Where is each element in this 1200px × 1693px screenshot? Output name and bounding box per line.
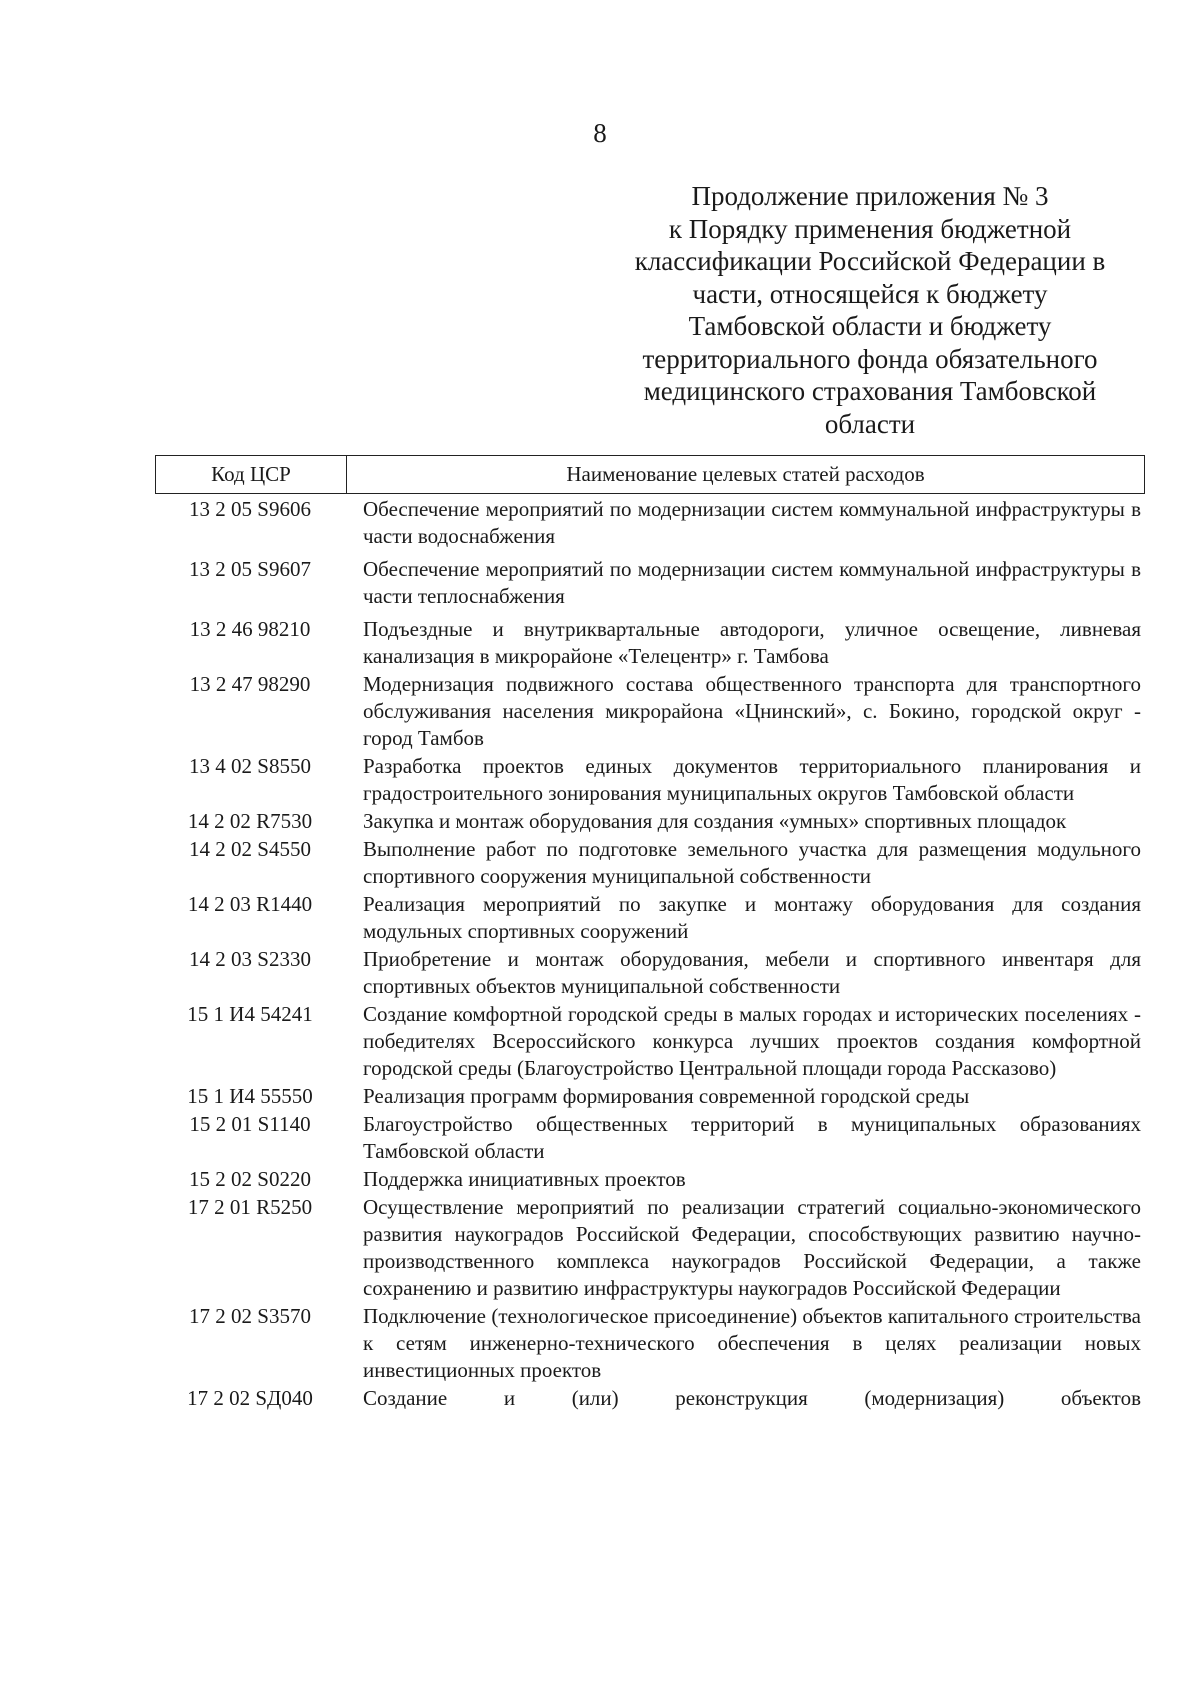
table-row bbox=[155, 1303, 1145, 1384]
row-code: 15 1 И4 54241 bbox=[187, 1002, 313, 1026]
table-row bbox=[155, 1083, 1145, 1110]
row-name: Обеспечение мероприятий по модернизации систем коммунальной инфраструктуры в части теплоснабжения bbox=[363, 557, 1141, 608]
column-header-code: Код ЦСР bbox=[156, 456, 347, 493]
table-row bbox=[155, 1001, 1145, 1082]
table-row bbox=[155, 946, 1145, 1000]
row-code: 14 2 03 S2330 bbox=[189, 947, 311, 971]
column-header-name: Наименование целевых статей расходов bbox=[566, 462, 925, 486]
row-code: 13 2 05 S9607 bbox=[189, 557, 311, 581]
table-row bbox=[155, 556, 1145, 610]
row-name: Благоустройство общественных территорий в муниципальных образованиях Тамбовской области bbox=[363, 1112, 1141, 1163]
appendix-header-line: классификации Российской Федерации в bbox=[634, 246, 1106, 276]
row-code: 13 2 47 98290 bbox=[189, 672, 311, 696]
row-name: Поддержка инициативных проектов bbox=[363, 1167, 686, 1191]
table-row bbox=[155, 1166, 1145, 1193]
table-row bbox=[155, 616, 1145, 670]
row-code: 17 2 02 S3570 bbox=[189, 1304, 311, 1328]
table-row bbox=[155, 808, 1145, 835]
row-name: Обеспечение мероприятий по модернизации систем коммунальной инфраструктуры в части водоснабжения bbox=[363, 497, 1141, 548]
row-code: 17 2 01 R5250 bbox=[187, 1195, 313, 1219]
row-name: Подъездные и внутриквартальные автодороги, уличное освещение, ливневая канализация в микрорайоне «Телецентр» г. Тамбова bbox=[363, 617, 1141, 668]
appendix-header-line: Продолжение приложения № 3 bbox=[691, 181, 1049, 211]
table-row bbox=[155, 1111, 1145, 1165]
row-name: Приобретение и монтаж оборудования, мебели и спортивного инвентаря для спортивных объектов муниципальной собственности bbox=[363, 947, 1141, 998]
table-row bbox=[155, 891, 1145, 945]
row-code: 14 2 02 S4550 bbox=[189, 837, 311, 861]
row-name: Выполнение работ по подготовке земельного участка для размещения модульного спортивного сооружения муниципальной собственности bbox=[363, 837, 1141, 888]
table-row bbox=[155, 671, 1145, 752]
appendix-header bbox=[630, 180, 1110, 440]
row-name: Подключение (технологическое присоединение) объектов капитального строительства к сетям инженерно-технического обеспечения в целях реализации новых инвестиционных проектов bbox=[363, 1304, 1141, 1382]
row-code: 14 2 03 R1440 bbox=[187, 892, 313, 916]
table-row bbox=[155, 496, 1145, 550]
appendix-header-line: части, относящейся к бюджету bbox=[692, 278, 1048, 309]
row-code: 17 2 02 SД040 bbox=[187, 1386, 313, 1410]
page-number: 8 bbox=[593, 118, 607, 148]
row-name: Осуществление мероприятий по реализации стратегий социально-экономического развития наукоградов Российской Федерации, способствующих развитию научно-производственного комплекса наукоградов Российской Федерации, а также сохранению и развитию инфраструктуры наукоградов Российской Федерации bbox=[363, 1195, 1141, 1300]
appendix-header-line: области bbox=[824, 408, 916, 439]
appendix-header-line: территориального фонда обязательного bbox=[642, 343, 1098, 374]
row-name: Разработка проектов единых документов территориального планирования и градостроительного зонирования муниципальных округов Тамбовской области bbox=[363, 754, 1141, 805]
row-name: Создание и (или) реконструкция (модернизация) объектов bbox=[363, 1386, 1141, 1410]
row-name: Создание комфортной городской среды в малых городах и исторических поселениях - победителях Всероссийского конкурса лучших проектов создания комфортной городской среды (Благоустройство Центральной площади города Рассказово) bbox=[363, 1002, 1141, 1080]
table-header bbox=[155, 455, 1145, 494]
appendix-header-line: Тамбовской области и бюджету bbox=[688, 311, 1052, 341]
appendix-header-line: к Порядку применения бюджетной bbox=[668, 213, 1072, 244]
row-code: 13 2 05 S9606 bbox=[189, 497, 311, 521]
row-code: 15 1 И4 55550 bbox=[187, 1084, 313, 1108]
appendix-header-line: медицинского страхования Тамбовской bbox=[643, 376, 1097, 406]
row-code: 13 2 46 98210 bbox=[189, 617, 311, 641]
table-row bbox=[155, 1194, 1145, 1302]
row-name: Закупка и монтаж оборудования для создания «умных» спортивных площадок bbox=[363, 809, 1067, 833]
row-code: 14 2 02 R7530 bbox=[187, 809, 313, 833]
table-body bbox=[155, 496, 1145, 1413]
row-code: 15 2 02 S0220 bbox=[189, 1167, 311, 1191]
row-code: 15 2 01 S1140 bbox=[189, 1112, 311, 1136]
row-name: Реализация программ формирования современной городской среды bbox=[363, 1084, 970, 1108]
table-row bbox=[155, 1385, 1145, 1412]
row-name: Модернизация подвижного состава общественного транспорта для транспортного обслуживания населения микрорайона «Цнинский», с. Бокино, городской округ - город Тамбов bbox=[363, 672, 1141, 750]
table-row bbox=[155, 836, 1145, 890]
row-name: Реализация мероприятий по закупке и монтажу оборудования для создания модульных спортивных сооружений bbox=[363, 892, 1141, 943]
row-code: 13 4 02 S8550 bbox=[189, 754, 311, 778]
table-row bbox=[155, 753, 1145, 807]
